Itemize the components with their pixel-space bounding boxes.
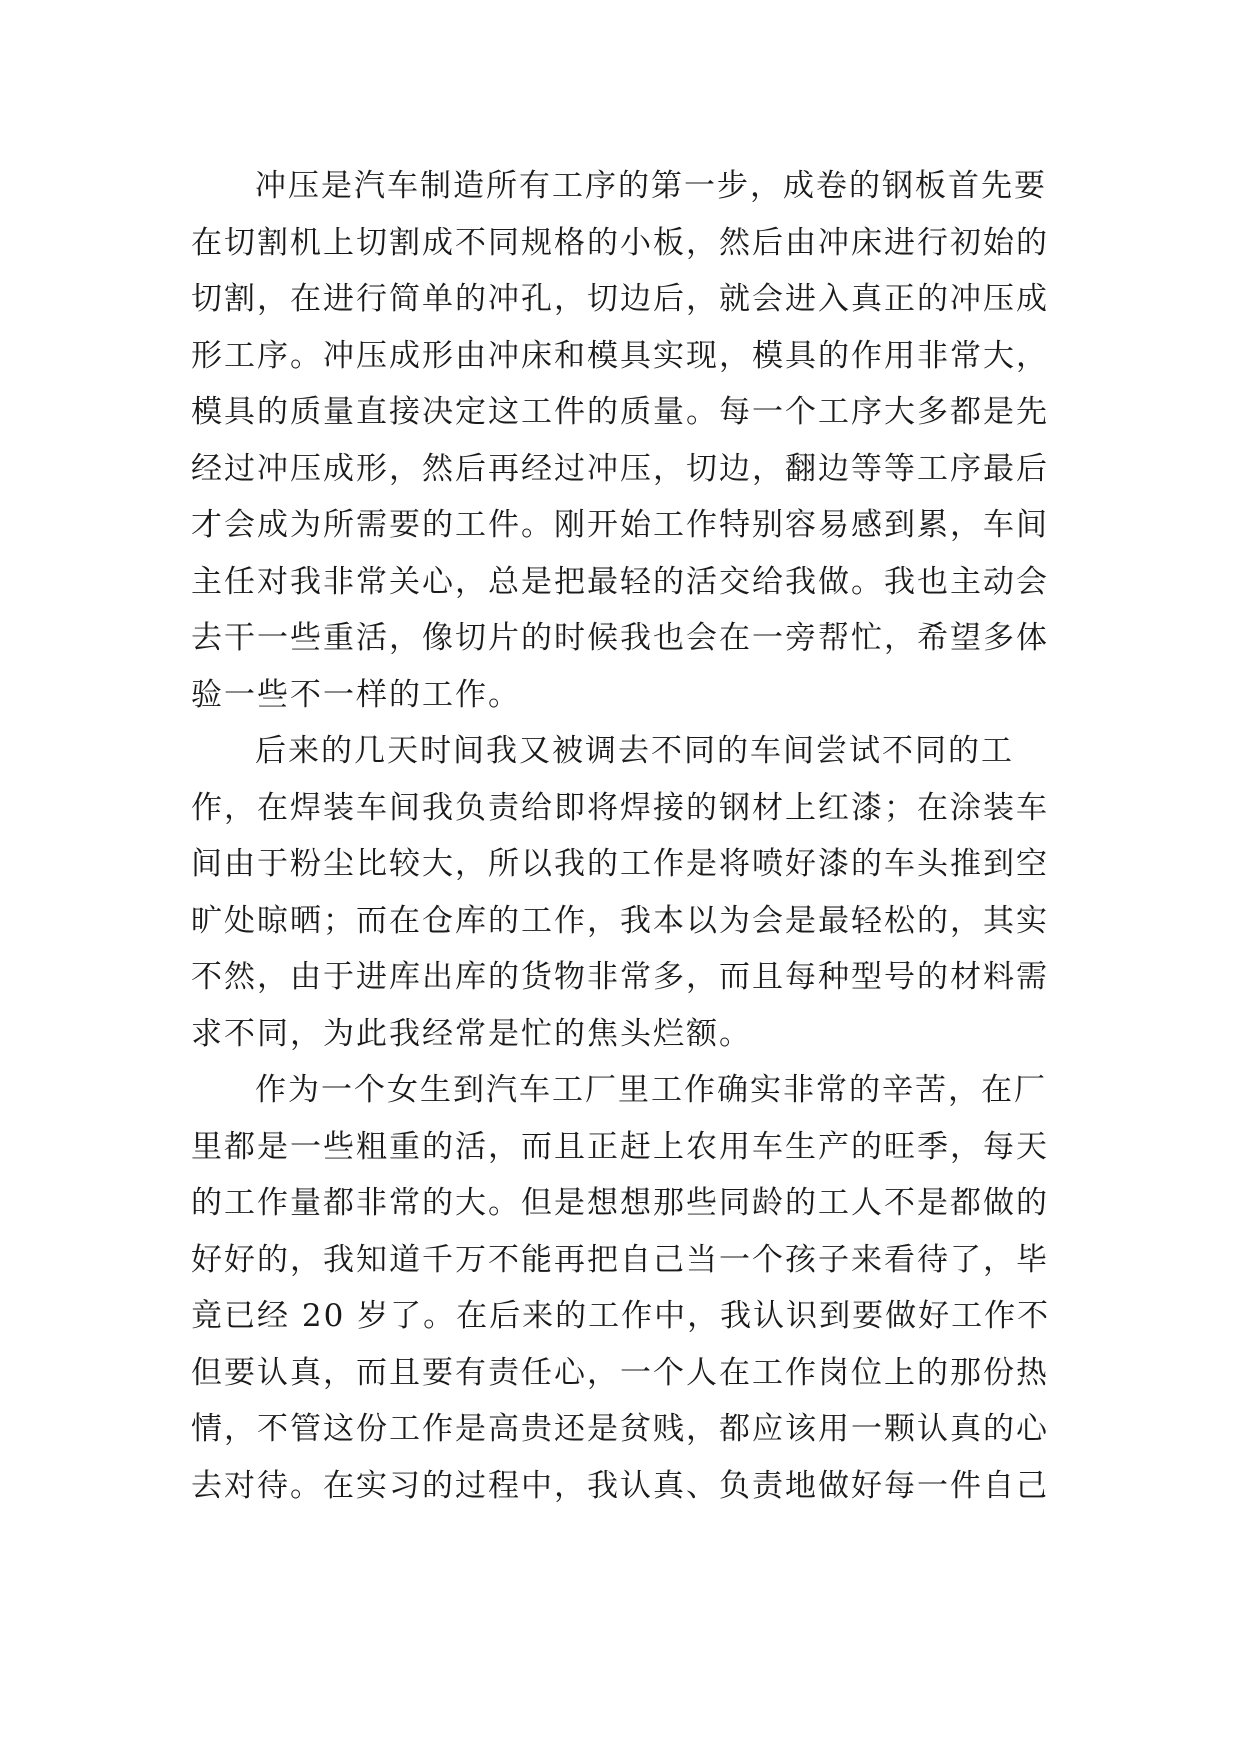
text-line: 冲压是汽车制造所有工序的第一步，成卷的钢板首先要: [255, 168, 1047, 204]
paragraph-2: [191, 723, 1051, 1062]
paragraph-3: [191, 1062, 1051, 1514]
text-line: 主任对我非常关心，总是把最轻的活交给我做。我也主动会: [191, 563, 1049, 600]
text-line: 后来的几天时间我又被调去不同的车间尝试不同的工: [255, 733, 1014, 769]
text-line: 去干一些重活，像切片的时候我也会在一旁帮忙，希望多体: [191, 620, 1049, 656]
text-line: 求不同，为此我经常是忙的焦头烂额。: [191, 1015, 752, 1052]
text-line: 在切割机上切割成不同规格的小板，然后由冲床进行初始的: [191, 224, 1049, 261]
text-line: 竟已经 20 岁了。在后来的工作中，我认识到要做好工作不: [191, 1298, 1051, 1334]
text-line: 作，在焊装车间我负责给即将焊接的钢材上红漆；在涂装车: [191, 789, 1049, 826]
text-line: 模具的质量直接决定这工件的质量。每一个工序大多都是先: [191, 394, 1049, 430]
text-line: 好好的，我知道千万不能再把自己当一个孩子来看待了，毕: [191, 1241, 1049, 1278]
text-line: 经过冲压成形，然后再经过冲压，切边，翻边等等工序最后: [191, 450, 1049, 487]
text-line: 去对待。在实习的过程中，我认真、负责地做好每一件自己: [191, 1467, 1049, 1504]
text-line: 切割，在进行简单的冲孔，切边后，就会进入真正的冲压成: [191, 281, 1049, 317]
text-line: 不然，由于进库出库的货物非常多，而且每种型号的材料需: [191, 959, 1049, 995]
text-line: 里都是一些粗重的活，而且正赶上农用车生产的旺季，每天: [191, 1128, 1049, 1165]
text-line: 才会成为所需要的工件。刚开始工作特别容易感到累，车间: [191, 507, 1049, 543]
text-line: 形工序。冲压成形由冲床和模具实现，模具的作用非常大，: [191, 337, 1049, 374]
paragraph-1: [191, 158, 1051, 723]
text-line: 但要认真，而且要有责任心，一个人在工作岗位上的那份热: [191, 1354, 1049, 1391]
text-line: 旷处晾晒；而在仓库的工作，我本以为会是最轻松的，其实: [191, 902, 1049, 939]
text-line: 情，不管这份工作是高贵还是贫贱，都应该用一颗认真的心: [191, 1411, 1049, 1447]
text-line: 作为一个女生到汽车工厂里工作确实非常的辛苦，在厂: [255, 1072, 1047, 1108]
body-text: [191, 158, 1051, 1514]
text-line: 的工作量都非常的大。但是想想那些同龄的工人不是都做的: [191, 1185, 1049, 1221]
text-line: 验一些不一样的工作。: [191, 676, 521, 713]
text-line: 间由于粉尘比较大，所以我的工作是将喷好漆的车头推到空: [191, 846, 1049, 882]
